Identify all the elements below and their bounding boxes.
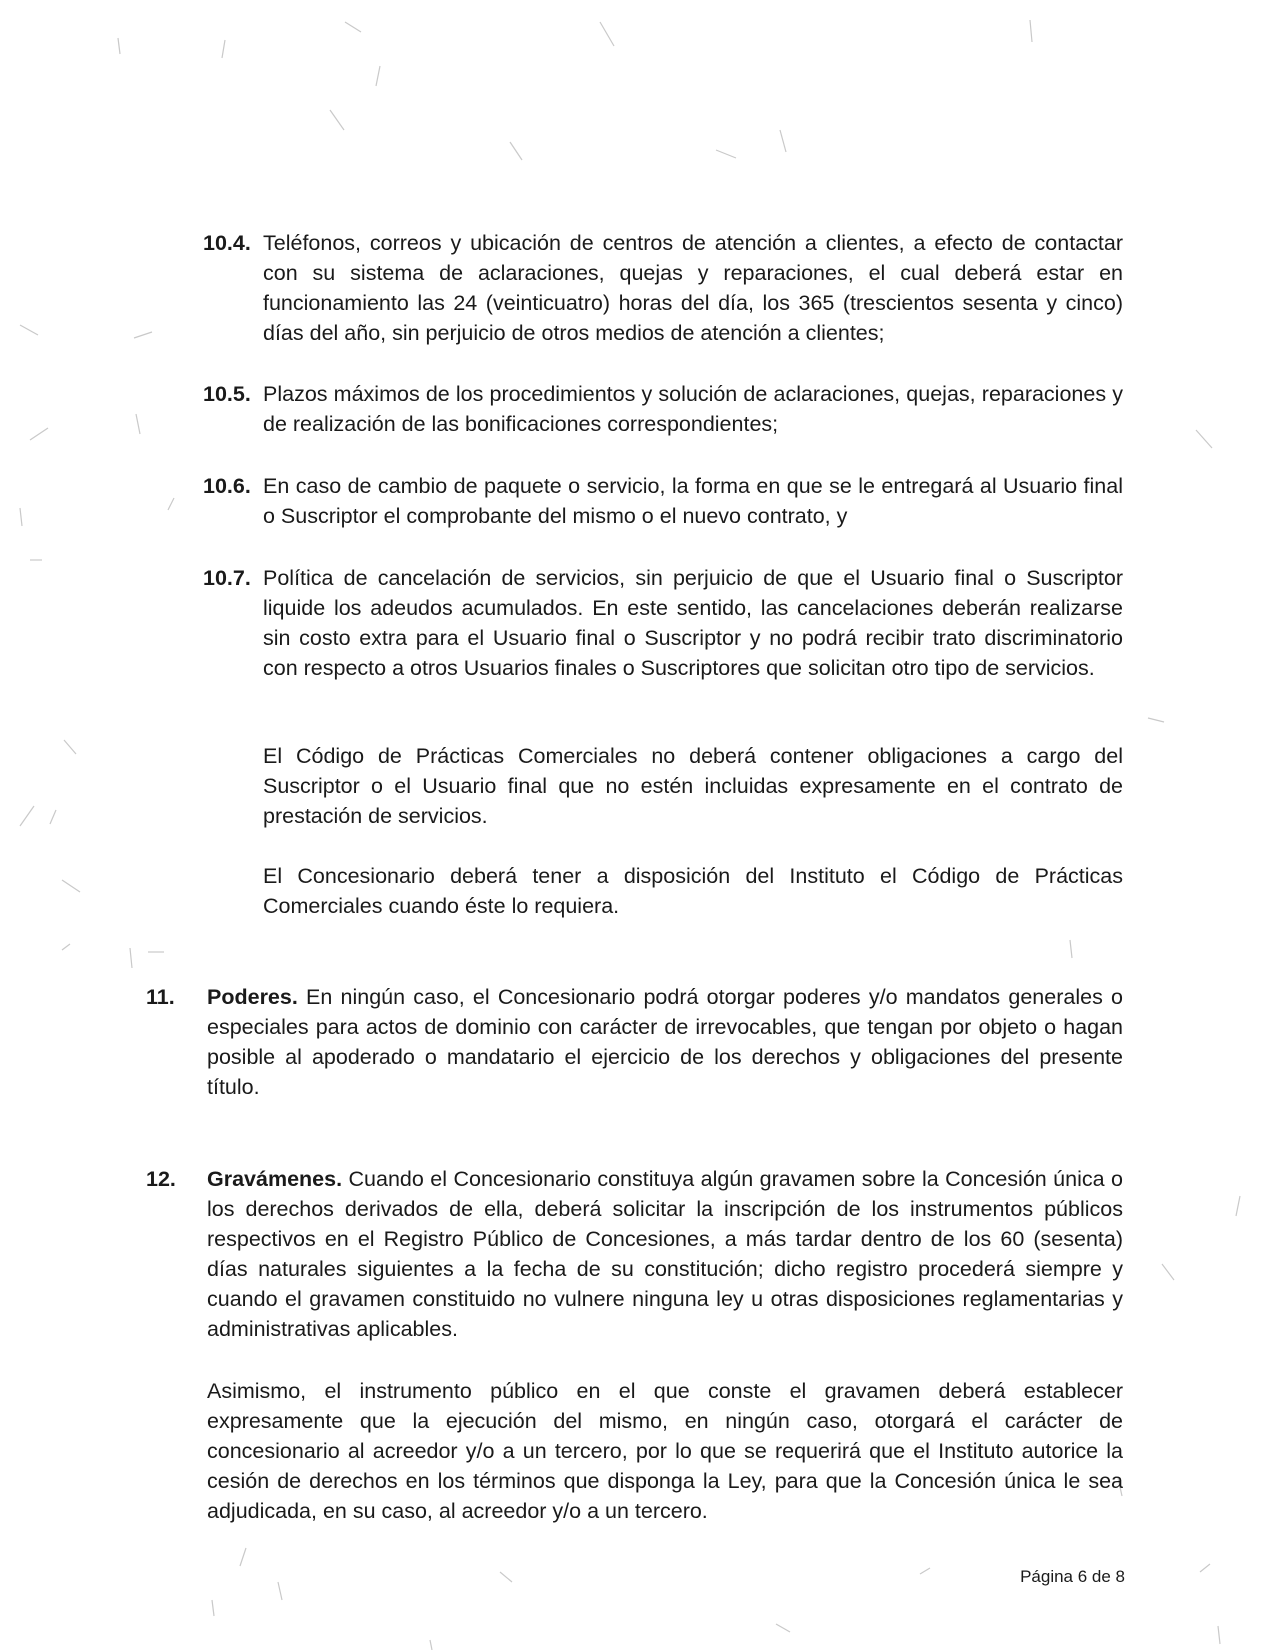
section-text: Cuando el Concesionario constituya algún gravamen sobre la Concesión única o los derechos derivados de ella, deberá solicitar la inscripción de los instrumentos públicos respectivos en el Registro Público de Concesiones, a más tardar dentro de los 60 (sesenta) días naturales siguientes a la fecha de su constitución; dicho registro procederá siempre y cuando el gravamen constituido no vulnere ninguna ley u otras disposiciones reglamentarias y administrativas aplicables.	[207, 1167, 1123, 1341]
section-text: En ningún caso, el Concesionario podrá otorgar poderes y/o mandatos generales o especiales para actos de dominio con carácter de irrevocables, que tengan por objeto o hagan posible al apoderado o mandatario el ejercicio de los derechos y obligaciones del presente título.	[207, 985, 1123, 1099]
item-text: En caso de cambio de paquete o servicio, la forma en que se le entregará al Usuario final o Suscriptor el comprobante del mismo o el nuevo contrato, y	[263, 474, 1123, 528]
item-number: 10.6.	[203, 474, 251, 498]
item-number: 10.5.	[203, 382, 251, 406]
section-number: 12.	[146, 1167, 176, 1191]
list-item	[203, 471, 1123, 531]
list-item	[203, 228, 1123, 348]
list-item	[203, 563, 1123, 683]
closing-paragraph: Asimismo, el instrumento público en el que conste el gravamen deberá establecer expresamente que la ejecución del mismo, en ningún caso, otorgará el carácter de concesionario al acreedor y/o a un tercero, por lo que se requerirá que el Instituto autorice la cesión de derechos en los términos que disponga la Ley, para que la Concesión única le sea adjudicada, en su caso, al acreedor y/o a un tercero.	[207, 1379, 1123, 1523]
paragraph: El Concesionario deberá tener a disposición del Instituto el Código de Prácticas Comerciales cuando éste lo requiera.	[263, 864, 1123, 918]
page-number: Página 6 de 8	[1020, 1567, 1125, 1586]
item-text: Política de cancelación de servicios, sin perjuicio de que el Usuario final o Suscriptor liquide los adeudos acumulados. En este sentido, las cancelaciones deberán realizarse sin costo extra para el Usuario final o Suscriptor y no podrá recibir trato discriminatorio con respecto a otros Usuarios finales o Suscriptores que solicitan otro tipo de servicios.	[263, 566, 1123, 680]
item-text: Plazos máximos de los procedimientos y solución de aclaraciones, quejas, reparaciones y de realización de las bonificaciones correspondientes;	[263, 382, 1123, 436]
item-text: Teléfonos, correos y ubicación de centros de atención a clientes, a efecto de contactar con su sistema de aclaraciones, quejas y reparaciones, el cual deberá estar en funcionamiento las 24 (veinticuatro) horas del día, los 365 (trescientos sesenta y cinco) días del año, sin perjuicio de otros medios de atención a clientes;	[263, 231, 1123, 345]
section-poderes	[146, 982, 1123, 1102]
item-number: 10.4.	[203, 231, 251, 255]
section-gravamenes	[146, 1164, 1123, 1344]
section-heading: Gravámenes.	[207, 1167, 343, 1191]
section-number: 11.	[146, 985, 175, 1009]
list-item	[203, 379, 1123, 439]
section-heading: Poderes.	[207, 985, 298, 1009]
item-number: 10.7.	[203, 566, 251, 590]
paragraph: El Código de Prácticas Comerciales no deberá contener obligaciones a cargo del Suscriptor o el Usuario final que no estén incluidas expresamente en el contrato de prestación de servicios.	[263, 744, 1123, 828]
